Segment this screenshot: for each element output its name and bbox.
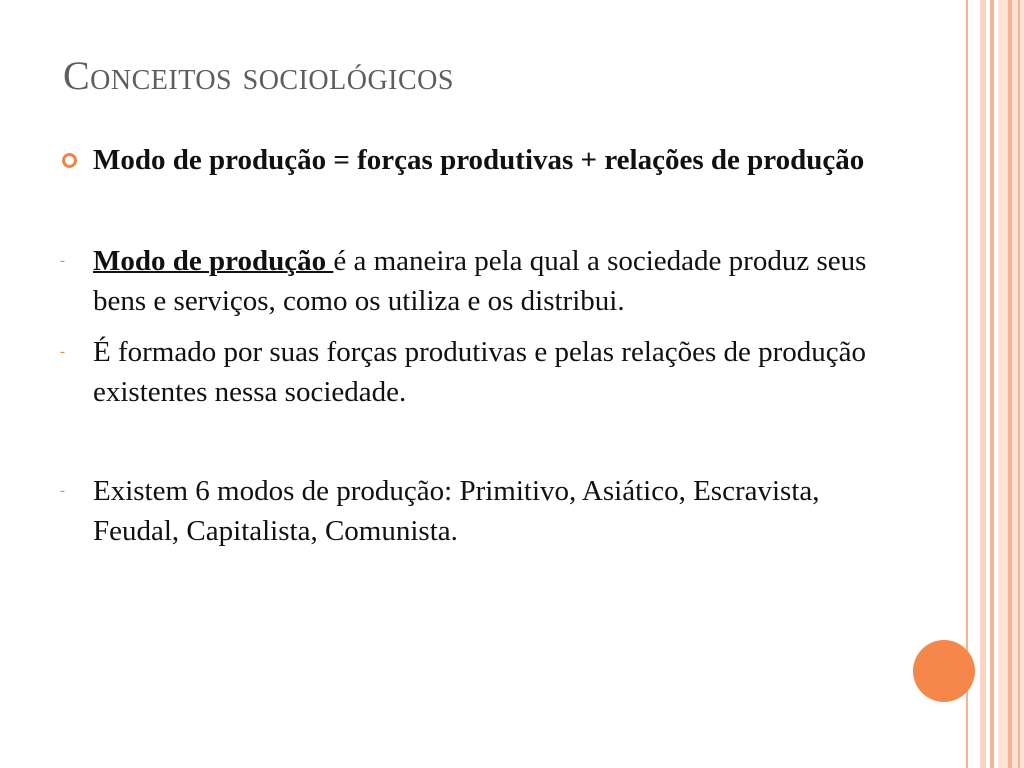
bullet-text: Modo de produção = forças produtivas + relações de produção	[93, 144, 865, 176]
orange-circle-decor	[913, 640, 975, 702]
bullet-item	[58, 332, 868, 412]
dash-bullet-icon: -	[60, 483, 65, 499]
bullet-text: é a maneira pela qual a sociedade produz seus bens e serviços, como os utiliza e os distribui.	[93, 245, 867, 317]
bullet-item	[58, 241, 868, 321]
stripe-decor-5	[1008, 0, 1012, 768]
bullet-item	[58, 140, 868, 180]
dash-bullet-icon: -	[60, 344, 65, 360]
stripe-decor-6	[1018, 0, 1020, 768]
stripe-decor-3	[990, 0, 994, 768]
slide-title: Conceitos sociológicos	[63, 53, 454, 98]
bullet-text: É formado por suas forças produtivas e pelas relações de produção existentes nessa sociedade.	[93, 336, 867, 408]
bullet-lead: Modo de produção	[93, 245, 334, 277]
slide-body	[58, 134, 868, 551]
circle-bullet-icon	[62, 153, 77, 168]
bullet-text: Existem 6 modos de produção: Primitivo, Asiático, Escravista, Feudal, Capitalista, Comunista.	[93, 475, 820, 547]
dash-bullet-icon: -	[60, 253, 65, 269]
bullet-item	[58, 471, 868, 551]
stripe-decor-2	[980, 0, 986, 768]
